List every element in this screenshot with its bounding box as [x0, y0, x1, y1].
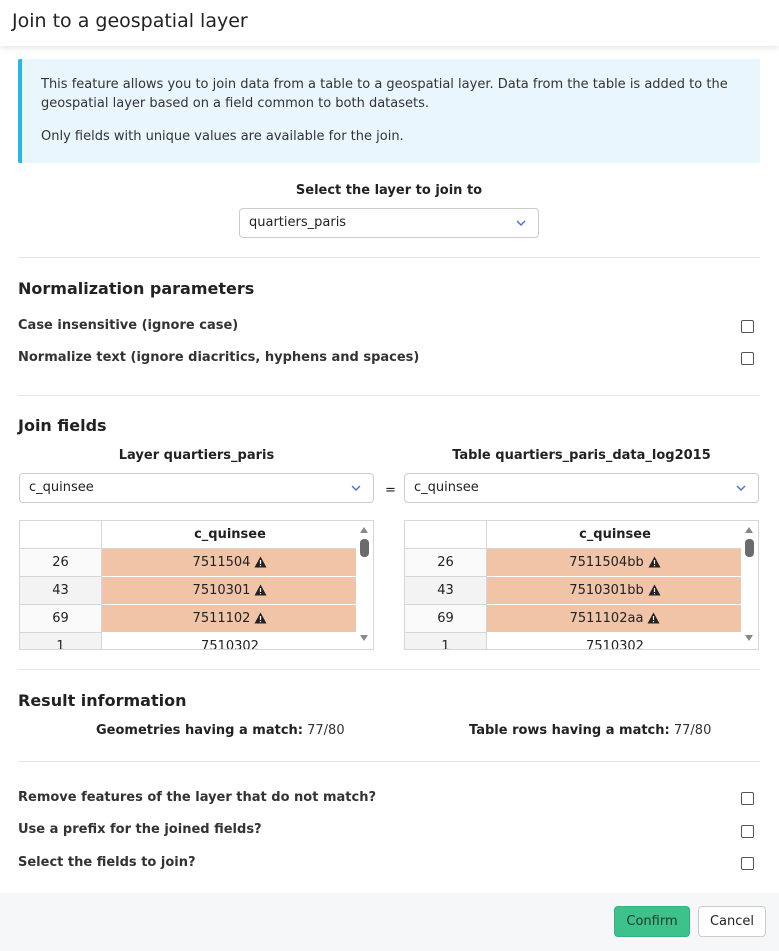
layer-field-value: c_quinsee — [29, 480, 94, 495]
dialog-title: Join to a geospatial layer — [12, 10, 248, 32]
case-insensitive-checkbox[interactable] — [741, 320, 754, 333]
table-cell: 7510301 — [102, 577, 358, 605]
row-index: 26 — [405, 549, 487, 577]
dialog-header — [0, 0, 779, 46]
chevron-down-icon — [516, 218, 526, 228]
remove-features-label: Remove features of the layer that do not match? — [18, 790, 377, 805]
layer-values-table — [19, 520, 374, 650]
normalization-title: Normalization parameters — [18, 279, 255, 298]
data-values-table — [404, 520, 759, 650]
row-index: 69 — [20, 605, 102, 633]
table-cell: 7510302 — [487, 633, 743, 650]
table-cell: 7511504 — [102, 549, 358, 577]
select-fields-label: Select the fields to join? — [18, 855, 196, 870]
row-index: 69 — [405, 605, 487, 633]
normalize-text-label: Normalize text (ignore diacritics, hyphens and spaces) — [18, 350, 420, 365]
rows-match-value: 77/80 — [673, 723, 712, 738]
row-index: 43 — [405, 577, 487, 605]
table-scrollbar[interactable] — [741, 521, 758, 649]
remove-features-checkbox[interactable] — [741, 792, 754, 805]
equals-sign: = — [385, 483, 396, 498]
warning-icon — [254, 612, 267, 624]
divider — [18, 761, 760, 762]
rows-match-label: Table rows having a match: — [469, 723, 670, 738]
scroll-thumb[interactable] — [360, 539, 369, 557]
warning-icon — [648, 584, 661, 596]
table-field-select[interactable] — [404, 473, 759, 503]
rows-match — [469, 723, 711, 738]
row-index: 1 — [405, 633, 487, 650]
case-insensitive-label: Case insensitive (ignore case) — [18, 318, 239, 333]
geometries-match — [96, 723, 345, 738]
warning-icon — [647, 612, 660, 624]
row-index: 43 — [20, 577, 102, 605]
select-fields-checkbox[interactable] — [741, 857, 754, 870]
divider — [18, 257, 760, 258]
warning-icon — [254, 556, 267, 568]
cancel-button[interactable]: Cancel — [698, 906, 766, 937]
scroll-down-arrow-icon[interactable] — [745, 635, 753, 641]
row-index: 1 — [20, 633, 102, 650]
table-header — [405, 521, 758, 549]
scroll-up-arrow-icon[interactable] — [360, 527, 368, 533]
join-fields-title: Join fields — [18, 416, 107, 435]
layer-select-label: Select the layer to join to — [295, 183, 483, 198]
header-column: c_quinsee — [487, 521, 743, 549]
warning-icon — [254, 584, 267, 596]
table-cell: 7511102 — [102, 605, 358, 633]
chevron-down-icon — [736, 483, 746, 493]
scroll-up-arrow-icon[interactable] — [745, 527, 753, 533]
table-field-label: Table quartiers_paris_data_log2015 — [452, 448, 711, 463]
table-cell: 7511102aa — [487, 605, 743, 633]
table-cell: 7511504bb — [487, 549, 743, 577]
chevron-down-icon — [351, 483, 361, 493]
layer-select-value: quartiers_paris — [249, 215, 347, 230]
header-column: c_quinsee — [102, 521, 358, 549]
normalize-text-checkbox[interactable] — [741, 352, 754, 365]
header-index-cell — [20, 521, 102, 549]
geometries-match-label: Geometries having a match: — [96, 723, 303, 738]
table-cell: 7510302 — [102, 633, 358, 650]
layer-field-select[interactable] — [19, 473, 374, 503]
table-cell: 7510301bb — [487, 577, 743, 605]
confirm-button[interactable]: Confirm — [614, 906, 690, 937]
use-prefix-label: Use a prefix for the joined fields? — [18, 822, 262, 837]
scroll-thumb[interactable] — [745, 539, 754, 557]
scroll-down-arrow-icon[interactable] — [360, 635, 368, 641]
table-field-value: c_quinsee — [414, 480, 479, 495]
table-header — [20, 521, 373, 549]
divider — [18, 395, 760, 396]
divider — [18, 669, 760, 670]
geometries-match-value: 77/80 — [307, 723, 345, 738]
header-index-cell — [405, 521, 487, 549]
info-box — [18, 59, 760, 163]
table-scrollbar[interactable] — [356, 521, 373, 649]
result-title: Result information — [18, 691, 187, 710]
layer-field-label: Layer quartiers_paris — [118, 448, 275, 463]
layer-select[interactable] — [239, 208, 539, 238]
use-prefix-checkbox[interactable] — [741, 825, 754, 838]
warning-icon — [648, 556, 661, 568]
info-unique-note: Only fields with unique values are available for the join. — [41, 129, 404, 144]
info-text: This feature allows you to join data from a table to a geospatial layer. Data from the table is added to the geospatial layer based on a field common to both datasets. — [41, 77, 728, 111]
row-index: 26 — [20, 549, 102, 577]
